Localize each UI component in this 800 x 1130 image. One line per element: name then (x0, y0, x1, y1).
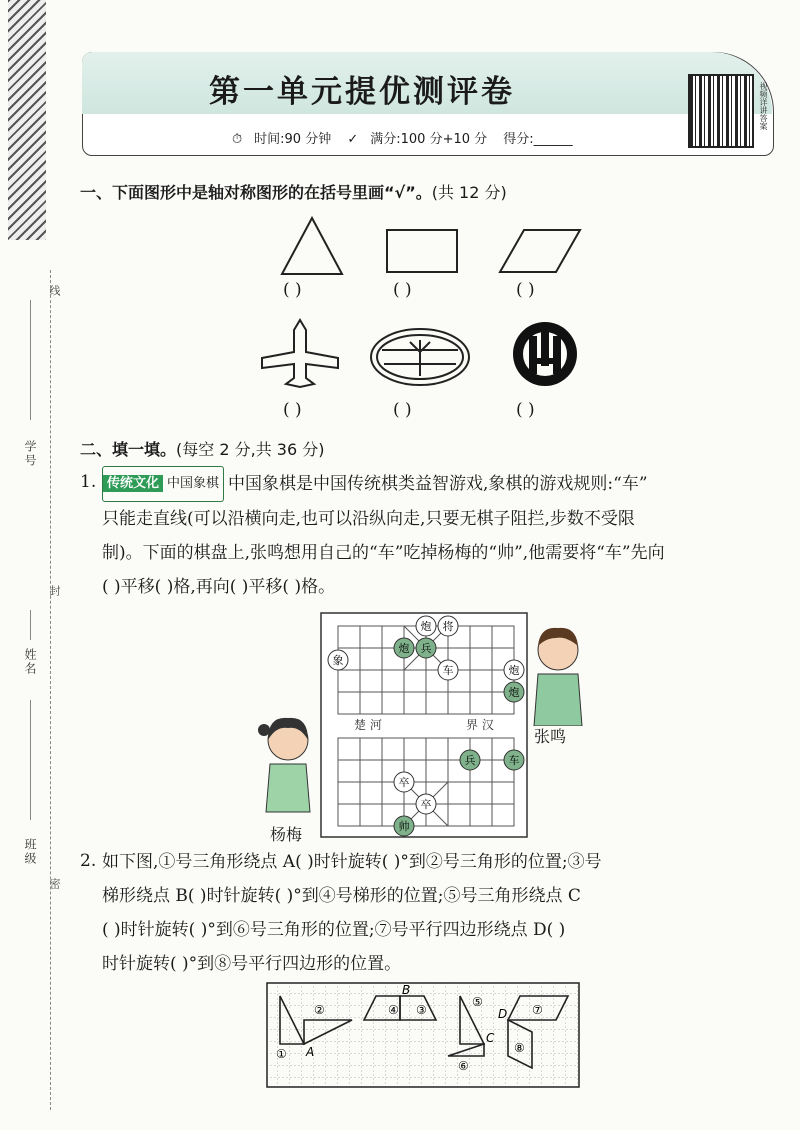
binding-label-class: 班级 (23, 838, 37, 866)
shape-label: ④ (388, 1003, 399, 1017)
section2-heading-text: 二、填一填。 (80, 440, 177, 459)
section2-note: (每空 2 分,共 36 分) (176, 440, 325, 459)
binding-label-name: 姓名 (23, 648, 37, 676)
section2-heading (80, 437, 324, 460)
rectangle-icon (387, 230, 457, 272)
chess-piece: 车 (442, 664, 454, 677)
chess-piece: 卒 (420, 798, 432, 811)
binding-mark-line: 线 (48, 285, 61, 296)
binding-label-student-id: 学号 (23, 440, 37, 468)
shape-label: ⑤ (472, 995, 483, 1009)
q1-line: 只能走直线(可以沿横向走,也可以沿纵向走,只要无棋子阻拦,步数不受限 (102, 509, 635, 529)
symmetry-shapes (260, 212, 600, 422)
q2-line: 时针旋转( )°到⑧号平行四边形的位置。 (102, 954, 402, 974)
girl-name: 杨梅 (270, 825, 303, 844)
answer-paren[interactable]: ( ) (283, 400, 302, 420)
shape-label: ② (314, 1003, 325, 1017)
q2-line: ( )时针旋转( )°到⑥号三角形的位置;⑦号平行四边形绕点 D( ) (102, 920, 566, 940)
score-field: 得分:______ (503, 132, 573, 147)
section1-note: (共 12 分) (431, 183, 507, 202)
question-number: 2. (80, 851, 97, 871)
emblem-icon (371, 329, 469, 385)
q1-line: 中国象棋是中国传统棋类益智游戏,象棋的游戏规则:“车” (228, 474, 648, 494)
chess-piece: 将 (442, 620, 454, 633)
qr-label: 视频详讲答案 (759, 82, 768, 130)
chess-piece: 炮 (508, 664, 520, 677)
bank-logo-icon (513, 322, 577, 386)
binding-rule (30, 610, 31, 640)
chess-piece: 炮 (398, 642, 410, 655)
chess-piece: 炮 (420, 620, 432, 633)
boy-name: 张鸣 (534, 727, 567, 746)
rotation-grid (266, 982, 582, 1090)
parallelogram-icon (500, 230, 580, 272)
binding-margin (0, 0, 61, 1130)
answer-paren[interactable]: ( ) (283, 280, 302, 300)
chess-piece: 车 (508, 754, 520, 767)
binding-dashed-line (50, 270, 51, 1110)
tag-chinese-chess: 中国象棋 (167, 476, 220, 491)
girl-illustration (256, 712, 320, 822)
point-label: D (498, 1007, 508, 1021)
tag-traditional-culture: 传统文化 (103, 475, 163, 492)
chess-piece: 卒 (398, 776, 410, 789)
boy-illustration (526, 622, 590, 726)
binding-rule (30, 300, 31, 420)
chess-piece: 炮 (508, 686, 520, 699)
airplane-icon (262, 320, 338, 387)
answer-paren[interactable]: ( ) (516, 400, 535, 420)
chess-piece: 兵 (464, 754, 476, 767)
river-right-label: 界 汉 (466, 718, 494, 732)
check-icon: ✓ (347, 132, 359, 147)
question1-text (102, 466, 782, 604)
page-header (82, 52, 778, 156)
shape-label: ① (276, 1047, 287, 1061)
hatch-pattern (8, 0, 46, 240)
full-score: 满分:100 分+10 分 (370, 132, 488, 147)
q2-line: 如下图,①号三角形绕点 A( )时针旋转( )°到②号三角形的位置;③号 (102, 852, 602, 872)
qr-code (688, 74, 754, 148)
binding-rule (30, 700, 31, 820)
point-label: C (486, 1031, 495, 1045)
time-limit: 时间:90 分钟 (254, 132, 332, 147)
chess-board (320, 612, 530, 840)
chess-piece: 象 (332, 654, 344, 667)
shape-label: ③ (416, 1003, 427, 1017)
chess-piece: 兵 (420, 642, 432, 655)
section1-heading-text: 一、下面图形中是轴对称图形的在括号里画“√”。 (80, 183, 432, 202)
binding-mark-seal: 封 (48, 585, 61, 596)
point-label: B (402, 983, 411, 997)
triangle-icon (282, 218, 342, 274)
page-title: 第一单元提优测评卷 (209, 74, 515, 110)
chess-piece: 帅 (398, 820, 410, 833)
q1-line: ( )平移( )格,再向( )平移( )格。 (102, 577, 336, 597)
point-label: A (306, 1045, 315, 1059)
binding-mark-secret: 密 (48, 878, 61, 889)
question2-text (102, 845, 782, 981)
section1-heading (80, 180, 507, 203)
clock-icon: ⏱ (232, 132, 243, 147)
shape-label: ⑦ (532, 1003, 543, 1017)
question-number: 1. (80, 472, 97, 492)
answer-paren[interactable]: ( ) (393, 400, 412, 420)
exam-meta (232, 128, 585, 147)
culture-tag (102, 466, 224, 502)
river-left-label: 楚 河 (354, 718, 382, 732)
q2-line: 梯形绕点 B( )时针旋转( )°到④号梯形的位置;⑤号三角形绕点 C (102, 886, 581, 906)
shape-label: ⑥ (458, 1059, 469, 1073)
q1-line: 制)。下面的棋盘上,张鸣想用自己的“车”吃掉杨梅的“帅”,他需要将“车”先向 (102, 543, 665, 563)
shape-label: ⑧ (514, 1041, 525, 1055)
answer-paren[interactable]: ( ) (393, 280, 412, 300)
answer-paren[interactable]: ( ) (516, 280, 535, 300)
